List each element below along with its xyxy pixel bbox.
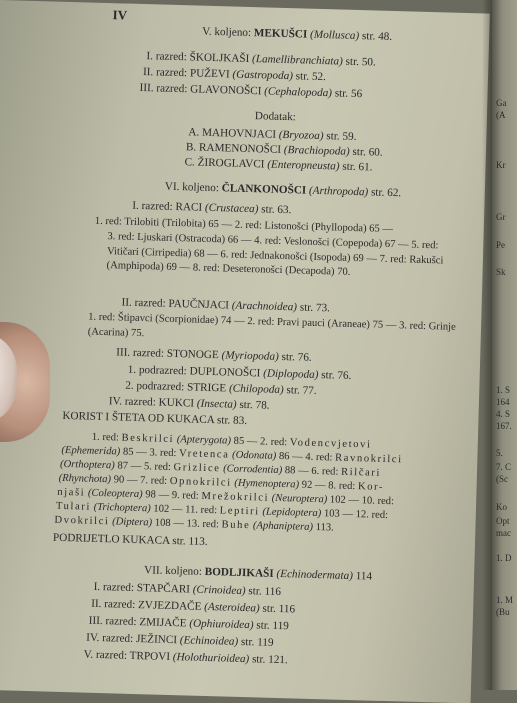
appendix-heading: Dodatak:: [254, 110, 297, 124]
order-line: 1. red: Beskrilci (Apterygota) 85 — 2. red: Vodencvjetovi: [91, 431, 372, 451]
class-entry: [116, 346, 312, 364]
entry-name: ŽIROGLAVCI: [197, 156, 265, 171]
class-num: I. razred:: [132, 199, 173, 213]
class-entry: [143, 66, 326, 84]
class-name: ZMIJAČE: [139, 616, 187, 630]
fragment-text: 164: [496, 397, 510, 407]
class-name: KUKCI: [158, 396, 195, 410]
fragment-text: 1. D: [496, 553, 512, 563]
subclass-num: 1. podrazred:: [127, 363, 187, 378]
subclass-latin: (Chilopoda): [228, 382, 284, 397]
fragment-text: mac: [496, 528, 511, 538]
phylum-heading-arthropoda: [165, 181, 402, 201]
heading-page: str. 62.: [370, 186, 402, 200]
order-line: Tulari (Trichoptera) 102 — 11. red: Leptiri (Lepidoptera) 103 — 12. red:: [55, 500, 389, 522]
class-page: str. 76.: [281, 351, 312, 364]
entry-num: A.: [188, 126, 200, 139]
class-entry: [89, 615, 290, 634]
class-latin: (Gastropoda): [232, 68, 294, 83]
fragment-text: Gr: [496, 212, 506, 222]
class-num: IV. razred:: [86, 631, 134, 645]
class-latin: (Ophiuroidea): [189, 617, 254, 632]
class-page: str. 63.: [261, 203, 292, 217]
class-latin: (Holothurioidea): [172, 651, 250, 666]
class-name: PAUČNJACI: [168, 297, 230, 312]
class-entry: [109, 395, 270, 412]
class-page: str. 50.: [345, 55, 376, 69]
class-latin: (Asteroidea): [204, 600, 260, 615]
class-page: str. 73.: [299, 301, 331, 315]
class-page: str. 116: [248, 585, 282, 599]
fragment-text: Sk: [496, 267, 506, 277]
subclass-name: DUPLONOŠCI: [189, 365, 261, 380]
entry-page: str. 61.: [342, 160, 373, 174]
fragment-text: 167.: [496, 421, 512, 431]
subclass-num: 2. podrazred:: [125, 379, 185, 394]
class-num: II. razred:: [91, 597, 136, 612]
class-num: III. razred:: [88, 614, 137, 629]
class-latin: (Myriopoda): [221, 349, 279, 363]
heading-page: 114: [355, 570, 373, 583]
class-entry: [139, 82, 362, 101]
class-entry: [84, 649, 288, 668]
heading-prefix: VI. koljeno:: [164, 180, 220, 195]
phylum-heading-mollusca: [202, 26, 392, 44]
subclass-entry: [125, 380, 317, 398]
class-name: ŠKOLJKAŠI: [189, 51, 250, 65]
order-line: (Orthoptera) 87 — 5. red: Grizlice (Corrodentia) 88 — 6. red: Rilčari: [59, 458, 382, 479]
heading-page: str. 48.: [361, 30, 393, 43]
class-name: JEŽINCI: [135, 633, 178, 647]
entry-name: MAHOVNJACI: [201, 126, 277, 141]
page-number: IV: [112, 7, 128, 23]
class-name: PUŽEVI: [189, 67, 230, 81]
heading-prefix: VII. koljeno:: [143, 564, 203, 578]
fragment-text: 5.: [496, 448, 503, 458]
order-line: Dvokrilci (Diptera) 108 — 13. red: Buhe (Aphaniptera) 113.: [54, 514, 334, 534]
class-page: str. 121.: [251, 653, 288, 667]
class-name: STAPČARI: [136, 582, 191, 596]
class-latin: (Crustacea): [204, 201, 259, 216]
fragment-text: (Bu: [496, 607, 510, 617]
heading-latin: (Arthropoda): [308, 184, 369, 199]
class-page: str. 56: [334, 87, 363, 101]
class-num: II. razred:: [142, 66, 188, 80]
fragment-text: 7. C: [496, 462, 512, 472]
fragment-text: 1. M: [496, 595, 514, 605]
subclass-latin: (Diplopoda): [263, 367, 319, 382]
entry-latin: (Enteropneusta): [267, 158, 340, 173]
class-page: str. 119: [240, 635, 274, 649]
class-name: GLAVONOŠCI: [190, 83, 262, 98]
class-latin: (Cephalopoda): [264, 85, 333, 100]
class-page: str. 119: [256, 619, 290, 633]
class-num: I. razred:: [93, 580, 135, 594]
entry-name: RAMENONOŠCI: [198, 141, 282, 156]
class-latin: (Lamellibranchiata): [251, 53, 343, 68]
class-page: str. 78.: [239, 398, 270, 412]
class-entry: [93, 581, 281, 599]
heading-main: MEKUŠCI: [253, 27, 308, 41]
entry-page: str. 59.: [326, 130, 357, 144]
class-num: I. razred:: [146, 50, 188, 64]
class-num: II. razred:: [121, 296, 166, 310]
order-line: 1. red: Trilobiti (Trilobita) 65 — 2. red: Listonošci (Phyllopoda) 65 —: [94, 215, 394, 236]
class-name: RACI: [175, 200, 203, 214]
appendix-entry: [184, 156, 372, 174]
class-name: ZVJEZDAČE: [137, 599, 202, 613]
order-paragraph: 1. red: Štipavci (Scorpionidae) 74 — 2. red: Pravi pauci (Araneae) 75 — 3. red: Grinje (Acarina) 75.: [87, 311, 456, 339]
class-entry: [86, 632, 274, 650]
class-num: III. razred:: [139, 81, 188, 96]
order-line: (Ephemerida) 85 — 3. red: Vretenca (Odonata) 86 — 4. red: Ravnokrilci: [61, 444, 403, 466]
entry-num: B.: [185, 141, 197, 154]
fragment-text: (A: [496, 110, 506, 120]
class-name: STONOGE: [166, 347, 219, 362]
class-entry: [132, 200, 291, 217]
order-paragraph: 3. red: Ljuskari (Ostracoda) 66 — 4. red: Veslonošci (Copepoda) 67 — 5. red: Vitičari (Cirripedia) 68 — 6. red: Jednakonošci (Isopoda) 69 — 7. red: Rakušci (Amphipoda) 69 — 8. red: Deseteronošci (Decapoda) 70.: [106, 231, 444, 278]
heading-latin: (Echinodermata): [276, 567, 354, 583]
subclass-page: str. 76.: [321, 369, 352, 382]
entry-latin: (Brachiopoda): [283, 143, 350, 158]
facing-page-edge: [492, 0, 517, 690]
entry-num: C.: [184, 156, 195, 169]
thumbnail-nail: [0, 332, 17, 424]
class-name: TRPOVI: [129, 649, 171, 664]
entry-page: str. 60.: [352, 145, 383, 159]
class-latin: (Crinoidea): [192, 583, 246, 598]
fragment-text: Kr: [496, 160, 506, 170]
order-line: (Rhynchota) 90 — 7. red: Opnokrilci (Hymenoptera) 92 — 8. red: Kor-: [58, 472, 385, 493]
class-num: IV. razred:: [108, 395, 157, 409]
fragment-text: Opt: [496, 516, 510, 526]
class-page: str. 52.: [295, 70, 327, 84]
subclass-name: STRIGE: [186, 381, 227, 395]
class-latin: (Arachnoidea): [231, 299, 298, 314]
class-page: str. 116: [262, 602, 296, 616]
class-num: V. razred:: [83, 648, 128, 662]
heading-latin: (Mollusca): [309, 28, 360, 43]
fragment-text: 1. S: [496, 385, 511, 395]
class-num: III. razred:: [116, 346, 165, 360]
class-latin: (Echinoidea): [179, 634, 239, 648]
order-line: njaši (Coleoptera) 98 — 9. red: Mrežokrilci (Neuroptera) 102 — 10. red:: [57, 486, 395, 508]
class-entry: [91, 598, 295, 617]
heading-prefix: V. koljeno:: [202, 25, 252, 40]
phylum-heading-echinodermata: [144, 564, 372, 583]
fragment-text: Ko: [496, 502, 507, 512]
fragment-text: Ga: [496, 98, 507, 108]
fragment-text: (Sc: [496, 474, 508, 484]
entry-latin: (Bryozoa): [278, 128, 324, 143]
heading-main: ČLANKONOŠCI: [221, 182, 307, 197]
subclass-page: str. 77.: [286, 384, 317, 397]
section-line: PODRIJETLO KUKACA str. 113.: [52, 531, 208, 549]
fragment-text: Pe: [496, 240, 505, 250]
fragment-text: 4. S: [496, 409, 511, 419]
heading-main: BODLJIKAŠI: [204, 565, 274, 580]
class-latin: (Insecta): [196, 397, 237, 411]
section-line: KORIST I ŠTETA OD KUKACA str. 83.: [62, 409, 248, 428]
